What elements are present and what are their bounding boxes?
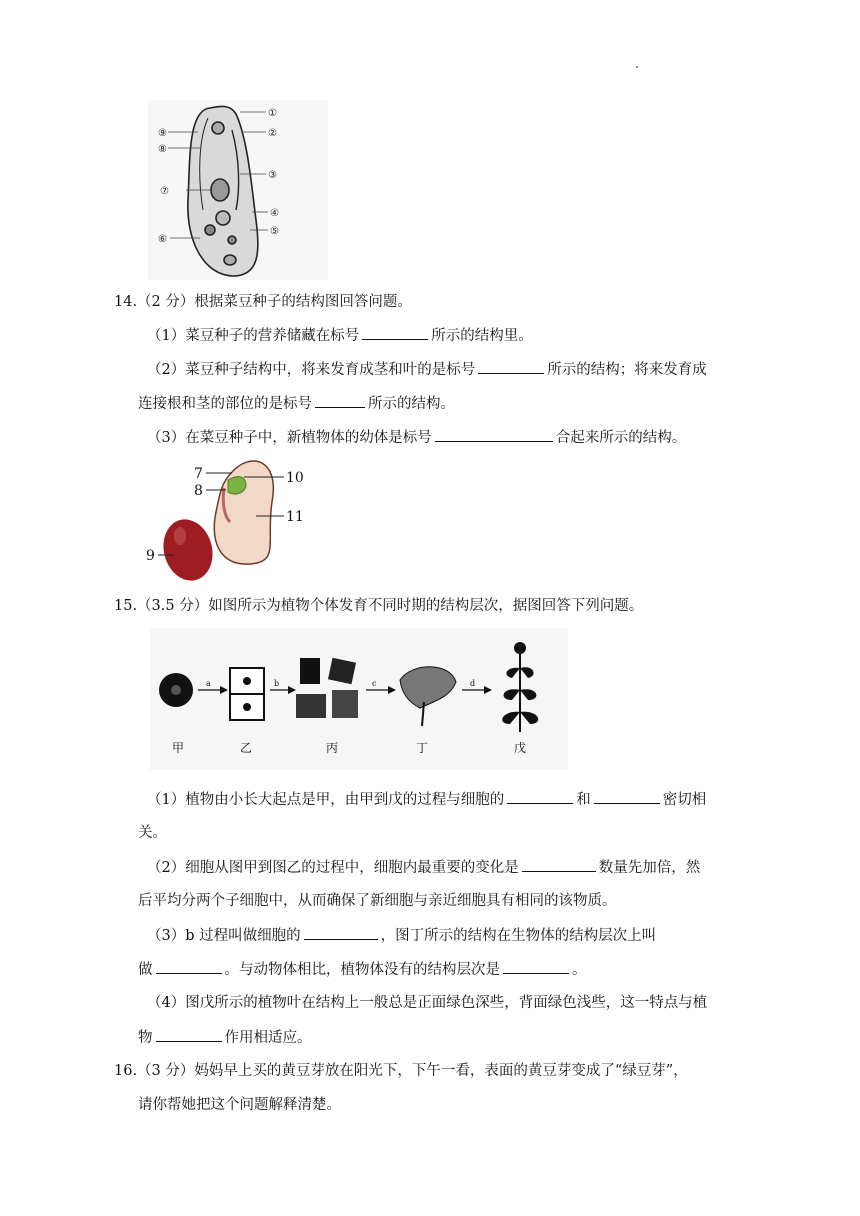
q15-part3: （3）b 过程叫做细胞的 ，图丁所示的结构在生物体的结构层次上叫 (147, 925, 656, 946)
q15-part1-cont: 关。 (138, 825, 167, 841)
q14-heading: 14.（2 分）根据菜豆种子的结构图回答问题。 (114, 294, 412, 310)
label-5: ⑤ (270, 226, 279, 237)
arrow-label-c: c (372, 679, 377, 688)
q14-part2: （2）菜豆种子结构中，将来发育成茎和叶的是标号 所示的结构；将来发育成 (147, 359, 707, 380)
bean-seed-figure (140, 452, 340, 587)
answer-blank[interactable] (522, 857, 596, 872)
q15-heading: 15.（3.5 分）如图所示为植物个体发育不同时期的结构层次，据图回答下列问题。 (114, 598, 644, 614)
answer-blank[interactable] (315, 393, 365, 408)
stage-bing: 丙 (326, 741, 339, 755)
answer-blank[interactable] (503, 959, 569, 974)
q14-part2-cont: 连接根和茎的部位的是标号 所示的结构。 (138, 393, 455, 414)
stage-yi: 乙 (240, 741, 253, 755)
q16-heading: 16.（3 分）妈妈早上买的黄豆芽放在阳光下，下午一看，表面的黄豆芽变成了“绿豆芽”， (114, 1063, 688, 1079)
label-6: ⑥ (158, 234, 167, 245)
label-8: ⑧ (158, 144, 167, 155)
label-3: ③ (268, 170, 277, 181)
q15-part4-cont: 物 作用相适应。 (138, 1027, 312, 1048)
plant-development-figure (150, 628, 568, 770)
seed-label-11: 11 (286, 509, 304, 525)
stage-ding: 丁 (416, 741, 429, 755)
answer-blank[interactable] (435, 427, 553, 442)
stage-wu: 戊 (514, 741, 527, 755)
q15-part1: （1）植物由小长大起点是甲，由甲到戊的过程与细胞的 和 密切相 (147, 789, 706, 810)
arrow-label-a: a (206, 679, 211, 688)
q15-part3-cont: 做 。与动物体相比，植物体没有的结构层次是 。 (138, 959, 587, 980)
page-dot (636, 66, 638, 68)
arrow-label-b: b (274, 679, 280, 688)
answer-blank[interactable] (594, 789, 660, 804)
seed-label-10: 10 (286, 470, 304, 486)
answer-blank[interactable] (478, 359, 544, 374)
answer-blank[interactable] (156, 1027, 222, 1042)
label-7: ⑦ (160, 186, 169, 197)
q15-part2: （2）细胞从图甲到图乙的过程中，细胞内最重要的变化是 数量先加倍，然 (147, 857, 700, 878)
q14-part1: （1）菜豆种子的营养储藏在标号 所示的结构里。 (147, 325, 533, 346)
seed-label-9: 9 (146, 548, 155, 564)
seed-label-7: 7 (194, 466, 203, 482)
q16-text: 请你帮她把这个问题解释清楚。 (138, 1097, 341, 1113)
paramecium-figure (148, 100, 328, 280)
answer-blank[interactable] (507, 789, 573, 804)
q15-part4: （4）图戊所示的植物叶在结构上一般总是正面绿色深些，背面绿色浅些，这一特点与植 (147, 995, 708, 1011)
answer-blank[interactable] (304, 925, 378, 940)
label-9: ⑨ (158, 128, 167, 139)
label-1: ① (268, 108, 277, 119)
q14-part3: （3）在菜豆种子中，新植物体的幼体是标号 合起来所示的结构。 (147, 427, 686, 448)
label-2: ② (268, 128, 277, 139)
answer-blank[interactable] (362, 325, 428, 340)
arrow-label-d: d (470, 679, 476, 688)
stage-jia: 甲 (172, 741, 185, 755)
seed-label-8: 8 (194, 483, 203, 499)
label-4: ④ (270, 208, 279, 219)
answer-blank[interactable] (156, 959, 222, 974)
q15-part2-cont: 后平均分两个子细胞中，从而确保了新细胞与亲近细胞具有相同的该物质。 (138, 893, 617, 909)
